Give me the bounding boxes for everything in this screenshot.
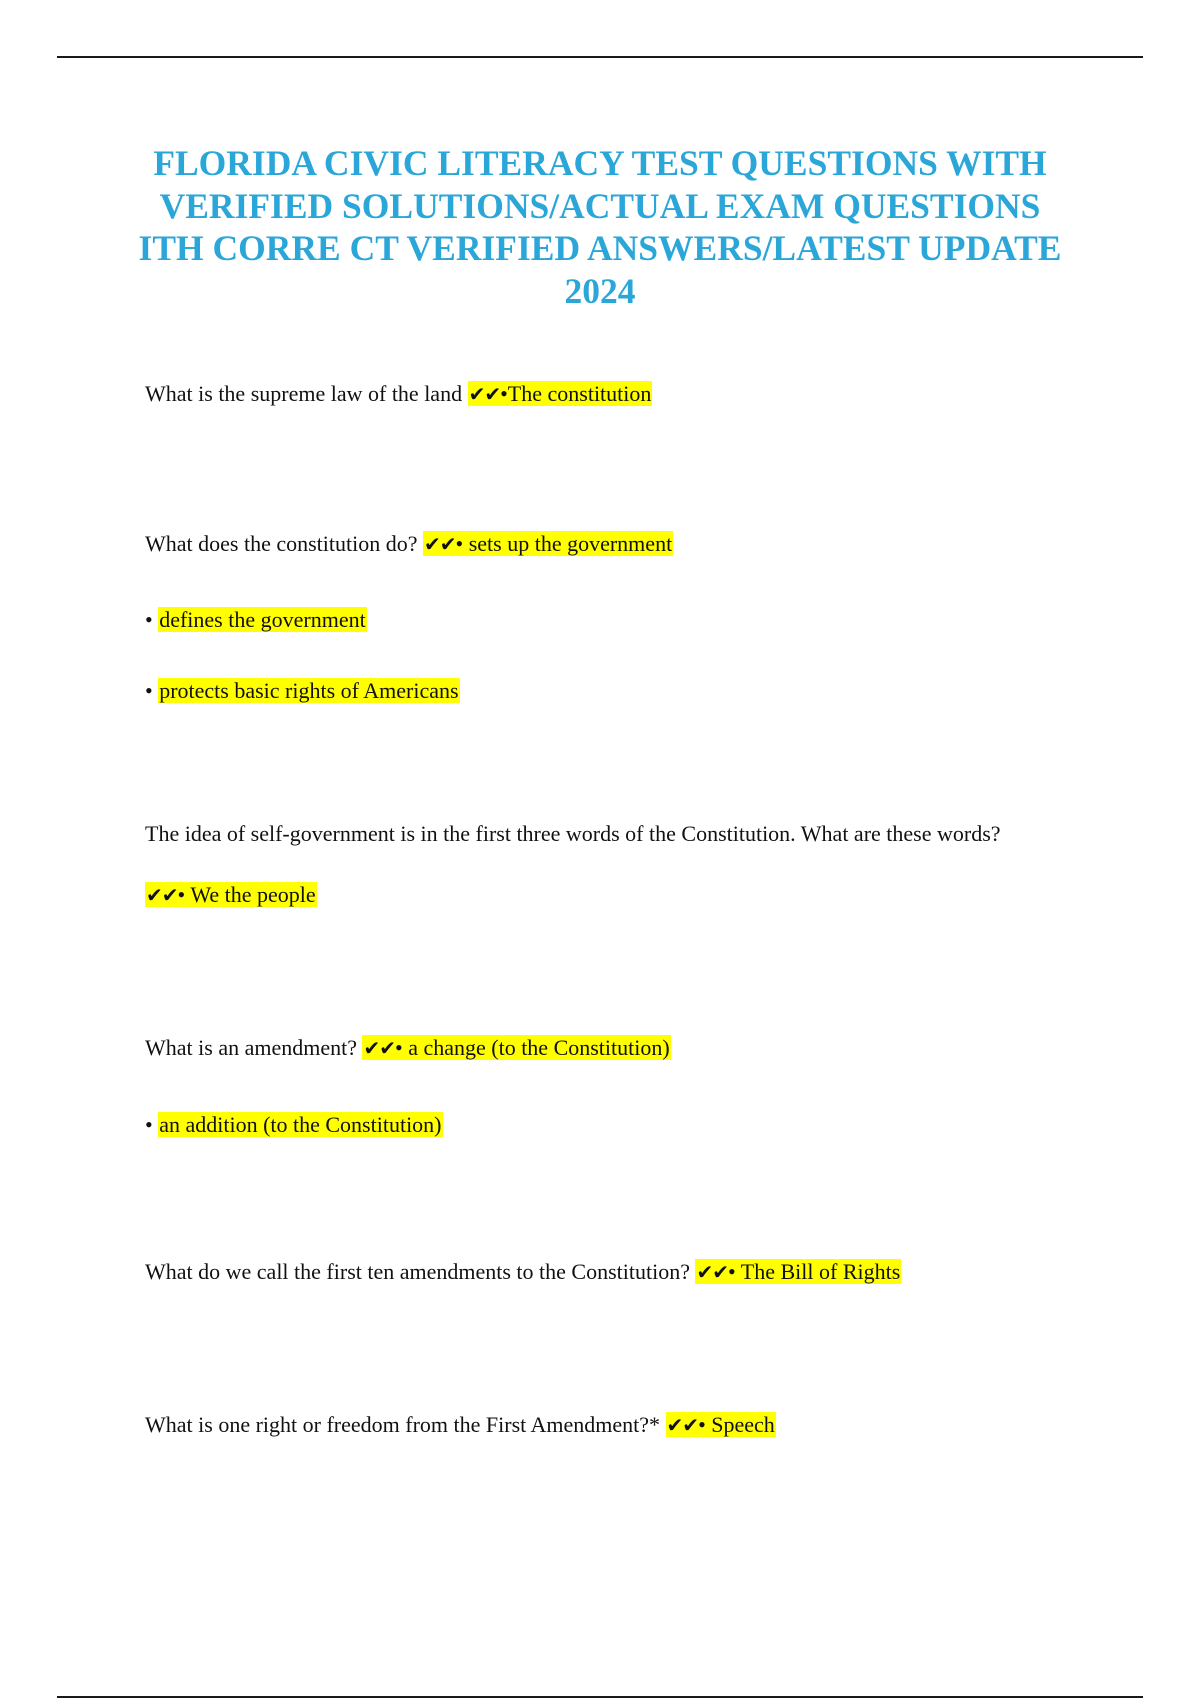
answer-item bbox=[145, 676, 460, 706]
double-check-icon: ✔✔ bbox=[468, 382, 501, 406]
bullet: • bbox=[145, 1112, 159, 1137]
answer-text: • a change (to the Constitution) bbox=[395, 1035, 670, 1060]
answer-text: • We the people bbox=[177, 882, 316, 907]
answer-highlight bbox=[423, 531, 673, 556]
answer-text: • Speech bbox=[698, 1412, 775, 1437]
double-check-icon: ✔✔ bbox=[666, 1413, 699, 1437]
question-5 bbox=[145, 1257, 901, 1287]
answer-text: an addition (to the Constitution) bbox=[159, 1112, 442, 1137]
double-check-icon: ✔✔ bbox=[146, 883, 178, 907]
answer-item bbox=[145, 605, 367, 635]
answer-text: defines the government bbox=[159, 607, 366, 632]
question-2 bbox=[145, 529, 673, 559]
answer-highlight bbox=[666, 1412, 776, 1437]
question-3 bbox=[145, 819, 1001, 849]
answer-highlight bbox=[468, 381, 653, 406]
question-4 bbox=[145, 1033, 671, 1063]
question-1 bbox=[145, 379, 652, 409]
bullet: • bbox=[145, 607, 159, 632]
title-line-3: ITH CORRE CT VERIFIED ANSWERS/LATEST UPDATE bbox=[138, 228, 1062, 268]
answer-text: •The constitution bbox=[500, 381, 652, 406]
answer-text: • sets up the government bbox=[455, 531, 673, 556]
answer-item bbox=[145, 880, 317, 910]
header-rule bbox=[57, 56, 1143, 58]
question-text: What do we call the first ten amendments to the Constitution? bbox=[145, 1259, 696, 1284]
answer-item bbox=[145, 1110, 443, 1140]
answer-highlight bbox=[362, 1035, 670, 1060]
question-text: What is one right or freedom from the First Amendment?* bbox=[145, 1412, 666, 1437]
question-text: What is an amendment? bbox=[145, 1035, 363, 1060]
double-check-icon: ✔✔ bbox=[363, 1036, 395, 1060]
question-text: What does the constitution do? bbox=[145, 531, 423, 556]
answer-text: protects basic rights of Americans bbox=[159, 678, 459, 703]
question-text: The idea of self-government is in the first three words of the Constitution. What are these words? bbox=[145, 821, 1001, 846]
title-line-1: FLORIDA CIVIC LITERACY TEST QUESTIONS WITH bbox=[153, 143, 1047, 183]
title-line-2: VERIFIED SOLUTIONS/ACTUAL EXAM QUESTIONS bbox=[159, 185, 1041, 226]
bullet: • bbox=[145, 678, 159, 703]
question-6 bbox=[145, 1410, 776, 1440]
double-check-icon: ✔✔ bbox=[424, 532, 456, 556]
question-text: What is the supreme law of the land bbox=[145, 381, 468, 406]
answer-highlight bbox=[695, 1259, 901, 1284]
title-line-4: 2024 bbox=[564, 270, 636, 311]
answer-text: • The Bill of Rights bbox=[728, 1259, 901, 1284]
footer-rule bbox=[57, 1696, 1143, 1698]
double-check-icon: ✔✔ bbox=[696, 1260, 728, 1284]
document-title bbox=[120, 142, 1080, 312]
answer-highlight bbox=[145, 882, 317, 907]
